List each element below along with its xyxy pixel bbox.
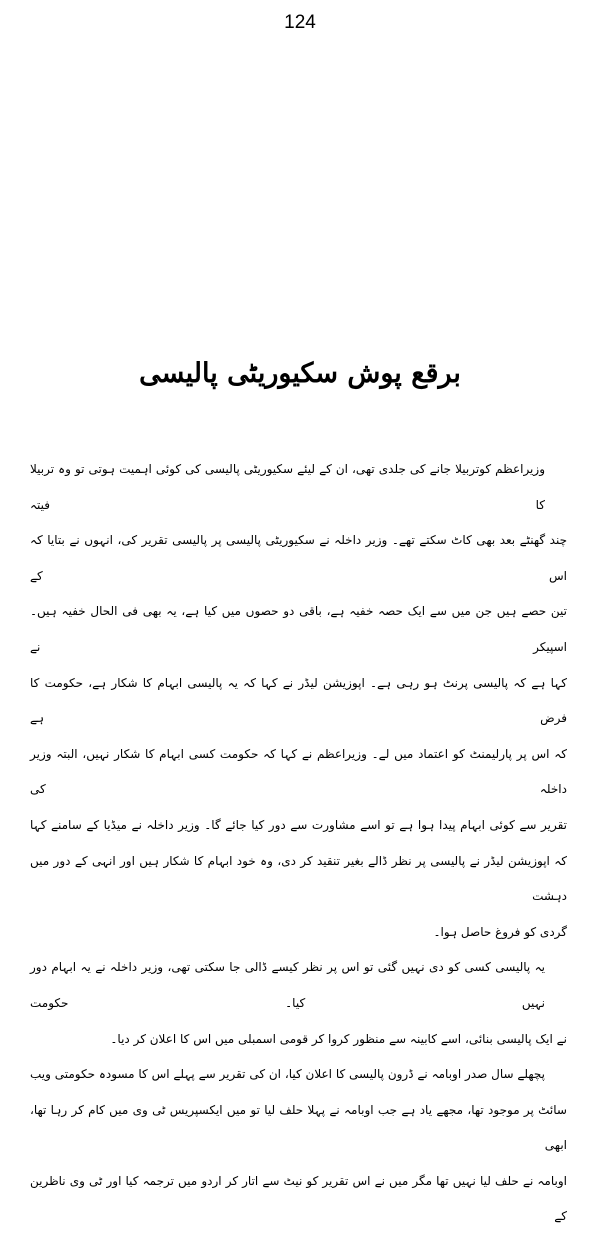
text-line: سائٹ پر موجود تھا، مجھے یاد ہے جب اوبامہ نے پہلا حلف لیا تو میں ایکسپریس ٹی وی میں کام کر رہا تھا، ابھی xyxy=(30,1102,567,1153)
text-line: کہ اپوزیشن لیڈر نے پالیسی پر نظر ڈالے بغیر تنقید کر دی، وہ خود ابہام کا شکار ہیں اور انہی کے دور میں دہشت xyxy=(30,853,567,904)
text-line: نے ایک پالیسی بنائی، اسے کابینہ سے منظور کروا کر قومی اسمبلی میں اس کا اعلان کر دیا۔ xyxy=(110,1031,567,1046)
text-line: پچھلے سال صدر اوبامہ نے ڈرون پالیسی کا اعلان کیا، ان کی تقریر سے پہلے اس کا مسودہ حکومتی ویب xyxy=(30,1067,545,1082)
body-text xyxy=(30,452,567,1235)
chapter-title: برقع پوش سکیوریٹی پالیسی xyxy=(139,358,461,389)
text-line: اوبامہ نے حلف لیا نہیں تھا مگر میں نے اس تقریر کو نیٹ سے اتار کر اردو میں ترجمہ کیا اور ٹی وی ناظرین کے xyxy=(30,1173,567,1224)
text-line: چند گھنٹے بعد بھی کاٹ سکتے تھے۔ وزیر داخلہ نے سکیوریٹی پالیسی پر پالیسی تقریر کی، انہوں نے بتایا کہ اس کے xyxy=(30,533,567,583)
paragraph xyxy=(30,950,567,1057)
text-line: گردی کو فروغ حاصل ہوا۔ xyxy=(433,924,567,939)
text-line: تین حصے ہیں جن میں سے ایک حصہ خفیہ ہے، باقی دو حصوں میں کیا ہے، یہ بھی فی الحال خفیہ ہیں۔ اسپیکر نے xyxy=(30,604,567,654)
text-line: کہا ہے کہ پالیسی پرنٹ ہو رہی ہے۔ اپوزیشن لیڈر نے کہا کہ یہ پالیسی ابہام کا شکار ہے، حکومت کا فرض ہے xyxy=(30,675,567,726)
text-line: تقریر سے کوئی ابہام پیدا ہوا ہے تو اسے مشاورت سے دور کیا جائے گا۔ وزیر داخلہ نے میڈیا کے سامنے کہا xyxy=(30,817,567,832)
page-number: 124 xyxy=(284,12,316,33)
text-line: کہ اس پر پارلیمنٹ کو اعتماد میں لے۔ وزیراعظم نے کہا کہ حکومت کسی ابہام کا شکار نہیں، البتہ وزیر داخلہ کی xyxy=(30,746,567,797)
text-line: یہ پالیسی کسی کو دی نہیں گئی تو اس پر نظر کیسے ڈالی جا سکتی تھی، وزیر داخلہ نے یہ ابہام دور نہیں کیا۔ حکومت xyxy=(30,960,545,1010)
text-line: وزیراعظم کوتربیلا جانے کی جلدی تھی، ان کے لیئے سکیوریٹی پالیسی کی کوئی اہمیت ہوتی تو وہ تربیلا کا فیتہ xyxy=(30,462,545,512)
paragraph xyxy=(30,452,567,950)
paragraph xyxy=(30,1057,567,1235)
